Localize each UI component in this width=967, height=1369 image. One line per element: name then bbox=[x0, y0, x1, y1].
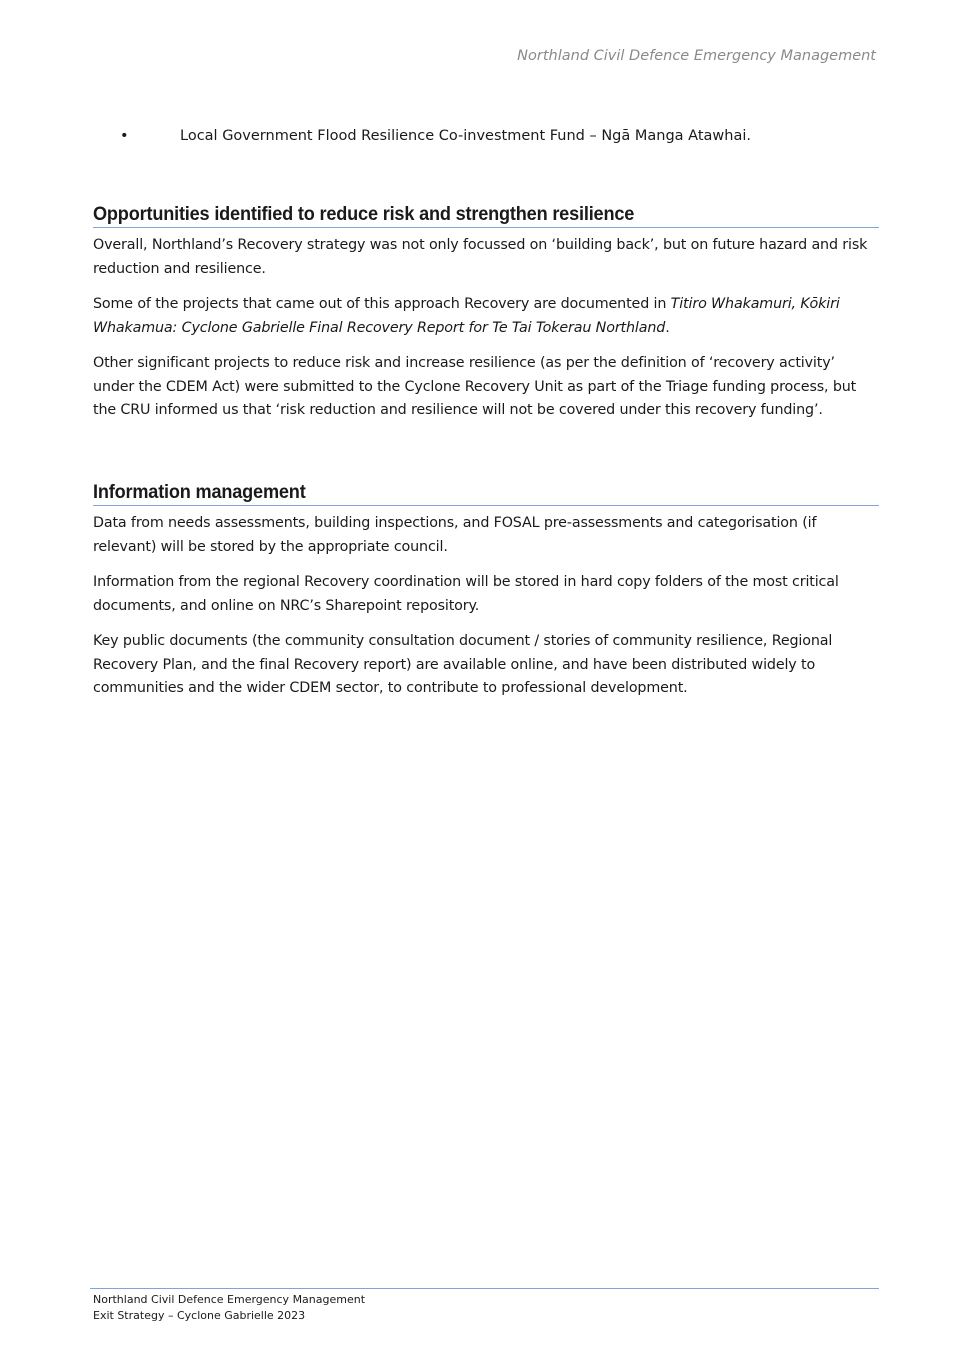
paragraph-text: . bbox=[665, 319, 670, 336]
footer-rule bbox=[90, 1288, 879, 1289]
paragraph-text: Some of the projects that came out of this approach Recovery are documented in bbox=[93, 296, 671, 312]
paragraph: Information from the regional Recovery coordination will be stored in hard copy folders of the most critical documents, and online on NRC’s Sharepoint repository. bbox=[93, 574, 839, 614]
running-header: Northland Civil Defence Emergency Management bbox=[517, 48, 876, 64]
section-heading-information: Information management bbox=[93, 481, 306, 503]
paragraph: Other significant projects to reduce risk and increase resilience (as per the definition of ‘recovery activity’ under the CDEM Act) were submitted to the Cyclone Recovery Unit as part of the Triage funding process, but the CRU informed us that ‘risk reduction and resilience will not be covered under this recovery funding’. bbox=[93, 355, 857, 418]
paragraph bbox=[93, 293, 879, 340]
paragraph: Key public documents (the community consultation document / stories of community resilience, Regional Recovery Plan, and the final Recovery report) are available online, and have been distributed widely to communities and the wider CDEM sector, to contribute to professional development. bbox=[93, 633, 833, 696]
report-title: Titiro Whakamuri, Kōkiri Whakamua: Cyclone Gabrielle Final Recovery Report for Te Tai Tokerau Northland bbox=[93, 296, 840, 336]
paragraph: Overall, Northland’s Recovery strategy was not only focussed on ‘building back’, but on future hazard and risk reduction and resilience. bbox=[93, 237, 868, 277]
section-heading-opportunities: Opportunities identified to reduce risk and strengthen resilience bbox=[93, 203, 635, 225]
section-opportunities bbox=[93, 203, 879, 435]
bullet-marker: • bbox=[120, 128, 129, 144]
footer-organisation: Northland Civil Defence Emergency Management bbox=[93, 1293, 366, 1306]
footer-document-title: Exit Strategy – Cyclone Gabrielle 2023 bbox=[93, 1309, 306, 1322]
paragraph: Data from needs assessments, building inspections, and FOSAL pre-assessments and categorisation (if relevant) will be stored by the appropriate council. bbox=[93, 515, 817, 555]
section-information-management bbox=[93, 481, 879, 713]
bullet-text: Local Government Flood Resilience Co-investment Fund – Ngā Manga Atawhai. bbox=[180, 128, 751, 144]
